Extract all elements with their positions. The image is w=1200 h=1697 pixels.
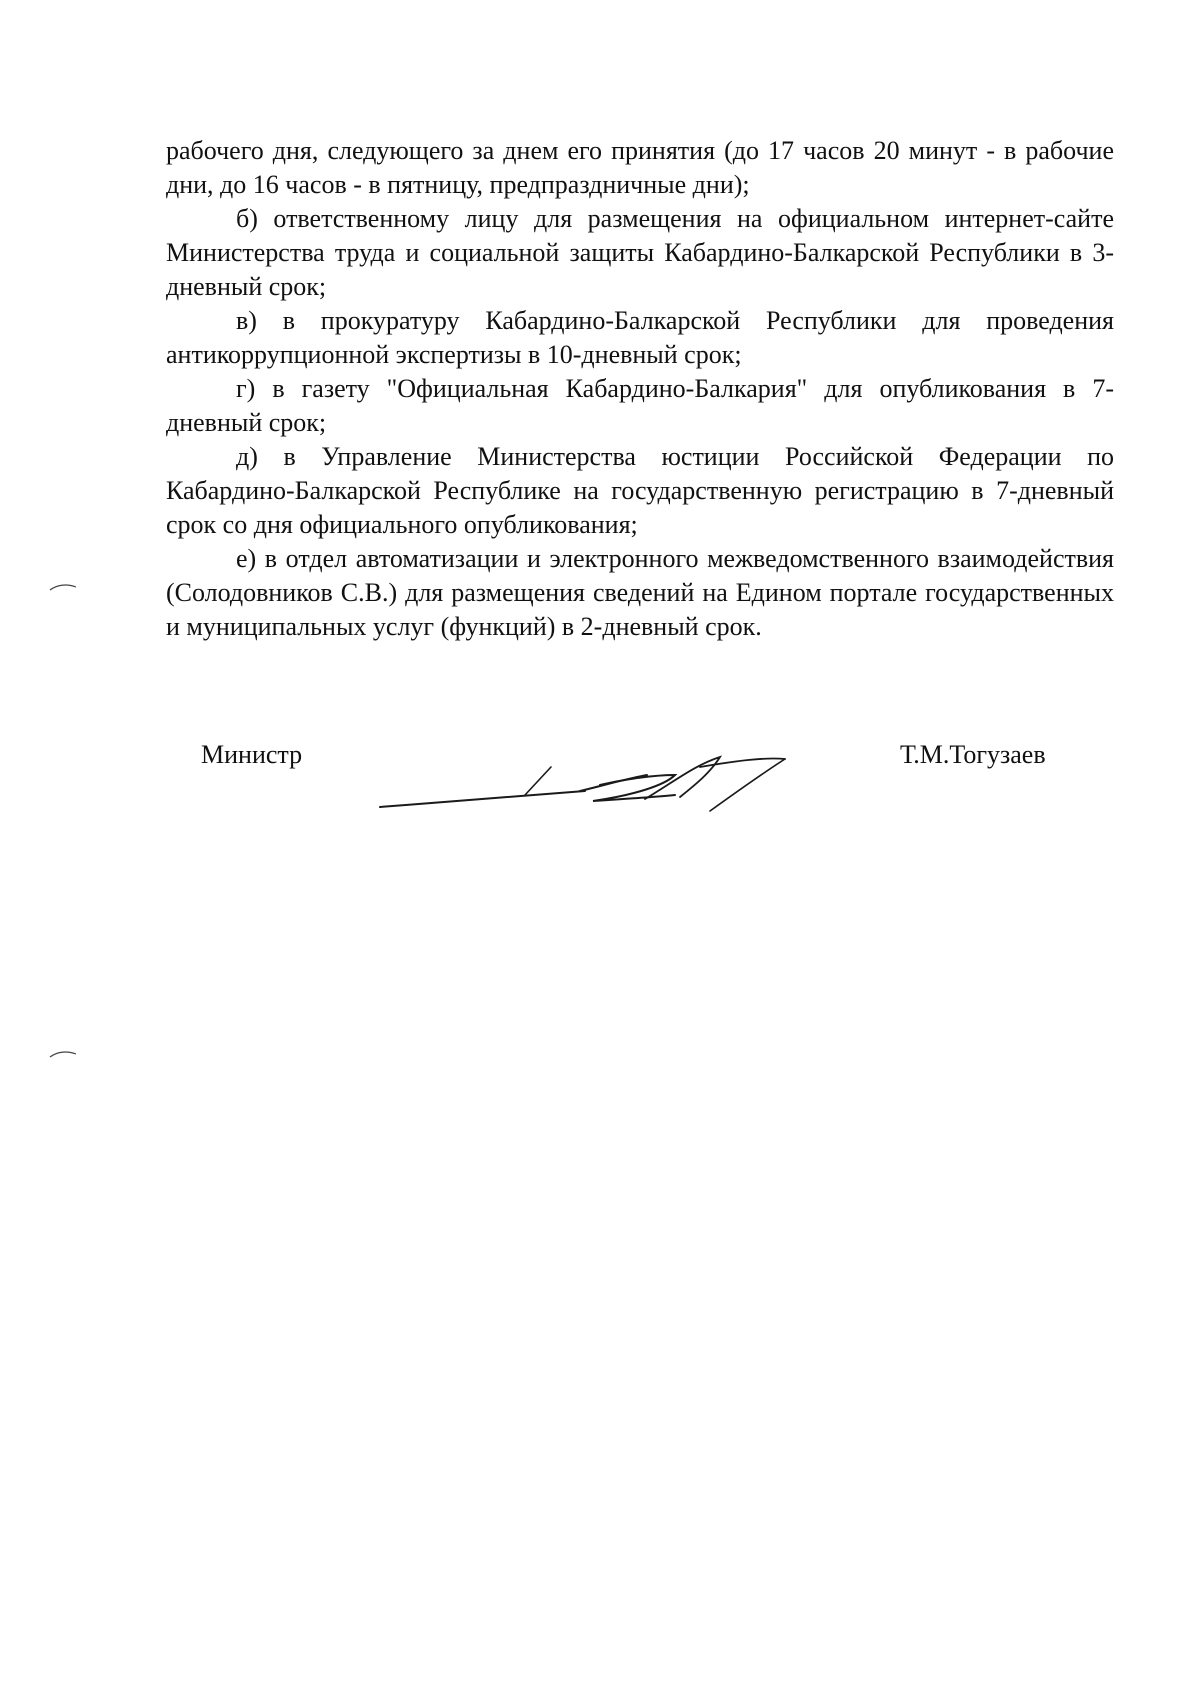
scan-artifact-mark bbox=[48, 1050, 78, 1058]
paragraph-item-g: г) в газету "Официальная Кабардино-Балкария" для опубликования в 7-дневный срок; bbox=[166, 374, 1114, 437]
paragraph-item-v: в) в прокуратуру Кабардино-Балкарской Республики для проведения антикоррупционной экспертизы в 10-дневный срок; bbox=[166, 306, 1114, 369]
scan-artifact-mark bbox=[48, 583, 78, 591]
signer-name: Т.М.Тогузаев bbox=[900, 740, 1046, 769]
signer-position: Министр bbox=[201, 740, 303, 769]
document-body bbox=[166, 134, 1114, 644]
paragraph-item-e: е) в отдел автоматизации и электронного межведомственного взаимодействия (Солодовников С.В.) для размещения сведений на Едином портале государственных и муниципальных услуг (функций) в 2-дневный срок. bbox=[166, 544, 1114, 641]
paragraph-item-b: б) ответственному лицу для размещения на официальном интернет-сайте Министерства труда и социальной защиты Кабардино-Балкарской Республики в 3-дневный срок; bbox=[166, 204, 1114, 301]
paragraph-item-d: д) в Управление Министерства юстиции Российской Федерации по Кабардино-Балкарской Республике на государственную регистрацию в 7-дневный срок со дня официального опубликования; bbox=[166, 442, 1114, 539]
paragraph-continuation: рабочего дня, следующего за днем его принятия (до 17 часов 20 минут - в рабочие дни, до 16 часов - в пятницу, предпраздничные дни); bbox=[166, 136, 1114, 199]
handwritten-signature bbox=[375, 745, 835, 820]
